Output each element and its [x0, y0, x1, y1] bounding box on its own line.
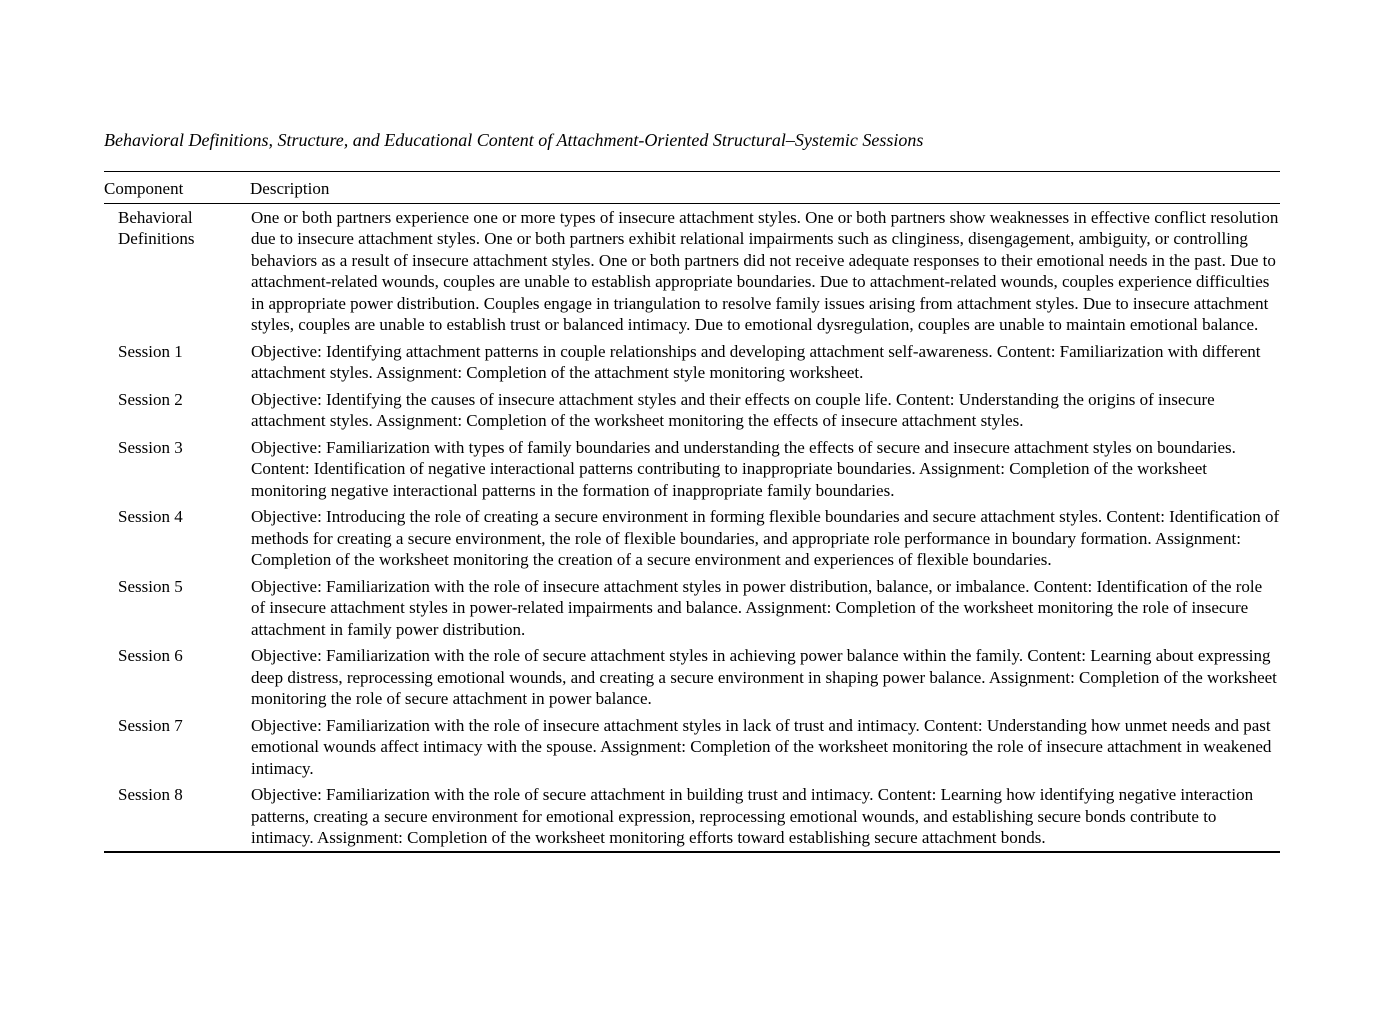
component-cell: Session 7 — [118, 715, 183, 735]
component-cell: Session 3 — [118, 437, 183, 457]
description-cell: Objective: Familiarization with the role of secure attachment styles in achieving power balance within the family. Content: Learning about expressing deep distress, reprocessing emotional wounds, and creating a secure environment in shaping power balance. Assignment: Completion of the worksheet monitoring the role of secure attachment in power balance. — [251, 646, 1277, 708]
column-header-description: Description — [250, 172, 1280, 204]
component-cell: Session 2 — [118, 389, 183, 409]
component-cell: Behavioral Definitions — [118, 207, 195, 248]
sessions-table — [104, 171, 1280, 853]
table-row — [104, 503, 1280, 573]
table-row — [104, 642, 1280, 712]
component-cell: Session 8 — [118, 785, 183, 804]
table-row — [104, 781, 1280, 852]
description-cell: Objective: Familiarization with the role of secure attachment in building trust and intimacy. Content: Learning how identifying negative interaction patterns, creating a secure environment for emotional expression, reprocessing emotional wounds, and establishing secure bonds contribute to intimacy. Assignment: Completion of the worksheet monitoring efforts toward establishing secure attachment bonds. — [251, 785, 1254, 847]
table-row — [104, 434, 1280, 504]
table-row — [104, 338, 1280, 386]
component-cell: Session 4 — [118, 507, 183, 526]
component-cell: Session 6 — [118, 646, 183, 665]
column-header-component: Component — [104, 172, 250, 204]
component-cell: Session 1 — [118, 341, 183, 361]
description-cell: Objective: Familiarization with the role of insecure attachment styles in lack of trust and intimacy. Content: Understanding how unmet needs and past emotional wounds affect intimacy with the spouse. Assignment: Completion of the worksheet monitoring the role of insecure attachment in weakened intimacy. — [251, 715, 1272, 778]
description-cell: Objective: Identifying the causes of insecure attachment styles and their effects on couple life. Content: Understanding the origins of insecure attachment styles. Assignment: Completion of the worksheet monitoring the effects of insecure attachment styles. — [251, 389, 1215, 430]
description-cell: Objective: Identifying attachment patterns in couple relationships and developing attachment self-awareness. Content: Familiarization with different attachment styles. Assignment: Completion of the attachment style monitoring worksheet. — [251, 341, 1261, 382]
header-row — [104, 172, 1280, 204]
document-body — [104, 129, 1280, 853]
description-cell: Objective: Familiarization with the role of insecure attachment styles in power distribution, balance, or imbalance. Content: Identification of the role of insecure attachment styles in power-related impairments and balance. Assignment: Completion of the worksheet monitoring the role of insecure attachment in family power distribution. — [251, 576, 1263, 639]
table-row — [104, 386, 1280, 434]
component-cell: Session 5 — [118, 576, 183, 596]
table-title: Behavioral Definitions, Structure, and Educational Content of Attachment-Oriented Structural–Systemic Sessions — [104, 130, 924, 150]
table-row — [104, 573, 1280, 643]
description-cell: One or both partners experience one or more types of insecure attachment styles. One or both partners show weaknesses in effective conflict resolution due to insecure attachment styles. One or both partners exhibit relational impairments such as clinginess, disengagement, ambiguity, or controlling behaviors as a result of insecure attachment styles. One or both partners did not receive adequate responses to their emotional needs in the past. Due to attachment-related wounds, couples are unable to establish appropriate boundaries. Due to attachment-related wounds, couples experience difficulties in appropriate power distribution. Couples engage in triangulation to resolve family issues arising from attachment styles. Due to insecure attachment styles, couples are unable to establish trust or balanced intimacy. Due to emotional dysregulation, couples are unable to maintain emotional balance. — [251, 207, 1279, 334]
table-body — [104, 203, 1280, 852]
table-row — [104, 203, 1280, 338]
description-cell: Objective: Introducing the role of creating a secure environment in forming flexible boundaries and secure attachment styles. Content: Identification of methods for creating a secure environment, the role of flexible boundaries, and appropriate role performance in boundary formation. Assignment: Completion of the worksheet monitoring the creation of a secure environment and experiences of flexible boundaries. — [251, 507, 1280, 569]
table-header — [104, 172, 1280, 204]
table-row — [104, 712, 1280, 782]
description-cell: Objective: Familiarization with types of family boundaries and understanding the effects of secure and insecure attachment styles on boundaries. Content: Identification of negative interactional patterns contributing to inappropriate boundaries. Assignment: Completion of the worksheet monitoring negative interactional patterns in the formation of inappropriate family boundaries. — [251, 437, 1236, 500]
